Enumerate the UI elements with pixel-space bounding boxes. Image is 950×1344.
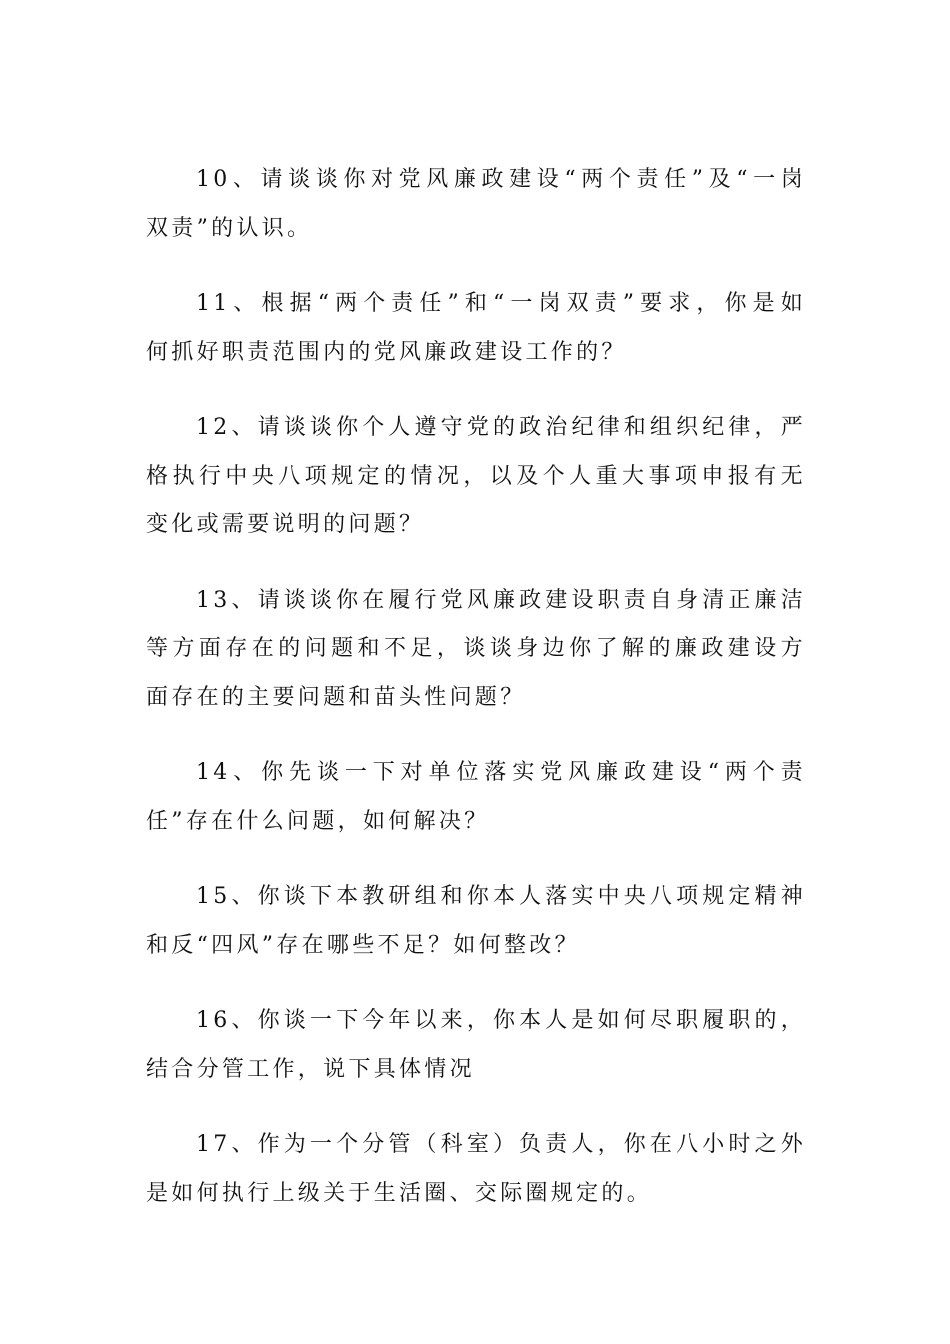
question-line: 变化或需要说明的问题？ <box>146 512 425 537</box>
question-13 <box>146 577 806 723</box>
question-line: 11、根据“两个责任”和“一岗双责”要求，你是如 <box>196 291 806 316</box>
question-line: 是如何执行上级关于生活圈、交际圈规定的。 <box>146 1180 653 1206</box>
question-line: 13、请谈谈你在履行党风廉政建设职责自身清正廉洁 <box>196 587 806 613</box>
question-15 <box>146 873 806 970</box>
question-line: 面存在的主要问题和苗头性问题？ <box>146 684 526 710</box>
question-line: 和反“四风”存在哪些不足？如何整改？ <box>146 932 580 958</box>
document-page <box>146 156 806 1245</box>
question-line: 双责”的认识。 <box>146 215 313 241</box>
question-17 <box>146 1121 806 1218</box>
question-line: 结合分管工作，说下具体情况 <box>146 1056 475 1082</box>
question-line: 何抓好职责范围内的党风廉政建设工作的？ <box>146 339 627 365</box>
question-line: 格执行中央八项规定的情况，以及个人重大事项申报有无 <box>146 463 806 489</box>
question-line: 10、请谈谈你对党风廉政建设“两个责任”及“一岗 <box>196 167 806 192</box>
question-11 <box>146 280 806 377</box>
question-line: 任”存在什么问题，如何解决？ <box>146 808 490 834</box>
question-line: 16、你谈一下今年以来，你本人是如何尽职履职的， <box>196 1008 806 1033</box>
question-12 <box>146 404 806 550</box>
question-10 <box>146 156 806 253</box>
question-line: 14、你先谈一下对单位落实党风廉政建设“两个责 <box>196 760 806 785</box>
question-line: 17、作为一个分管（科室）负责人，你在八小时之外 <box>196 1132 806 1157</box>
question-16 <box>146 997 806 1094</box>
question-line: 12、请谈谈你个人遵守党的政治纪律和组织纪律，严 <box>196 415 806 440</box>
question-line: 15、你谈下本教研组和你本人落实中央八项规定精神 <box>196 884 806 909</box>
question-14 <box>146 749 806 846</box>
question-line: 等方面存在的问题和不足，谈谈身边你了解的廉政建设方 <box>146 636 806 661</box>
